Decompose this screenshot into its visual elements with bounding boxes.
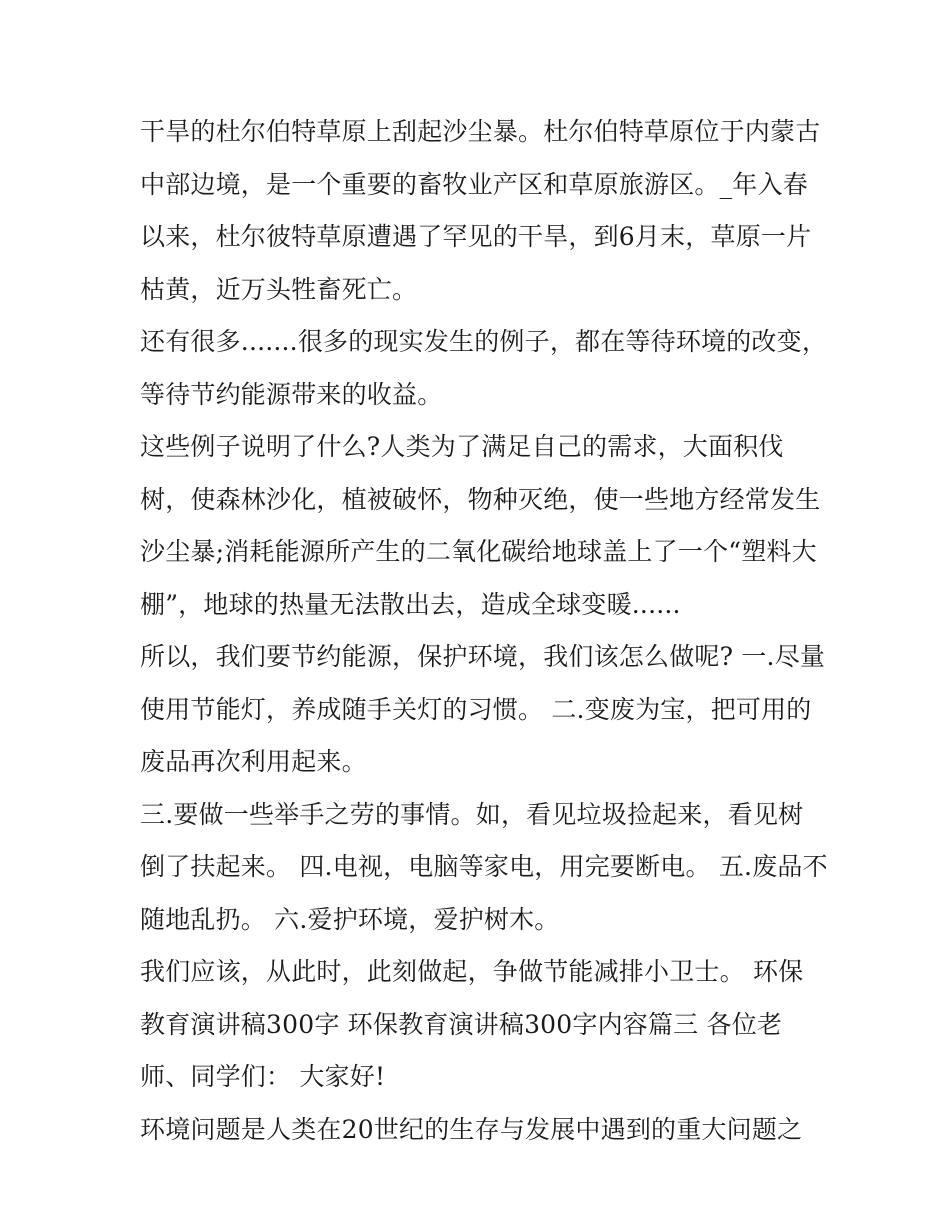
text-line: 枯黄，近万头牲畜死亡。	[140, 274, 418, 304]
text-line: 三.要做一些举手之劳的事情。如，看见垃圾捡起来，看见树	[140, 799, 804, 829]
text-line: 还有很多.......很多的现实发生的例子，都在等待环境的改变，	[140, 327, 828, 356]
text-line: 中部边境，是一个重要的畜牧业产区和草原旅游区。_年入春	[140, 169, 808, 199]
document-body	[140, 106, 828, 1156]
text-line: 这些例子说明了什么?人类为了满足自己的需求，大面积伐	[140, 432, 784, 461]
text-line: 教育演讲稿300字 环保教育演讲稿300字内容篇三 各位老	[140, 1009, 783, 1039]
text-line: 使用节能灯，养成随手关灯的习惯。 二.变废为宝，把可用的	[140, 694, 812, 724]
text-line: 棚”，地球的热量无法散出去，造成全球变暖......	[140, 589, 681, 619]
text-line: 等待节约能源带来的收益。	[140, 379, 443, 409]
text-line: 环境问题是人类在20世纪的生存与发展中遇到的重大问题之	[140, 1114, 803, 1144]
text-line: 倒了扶起来。 四.电视，电脑等家电，用完要断电。 五.废品不	[140, 852, 828, 881]
text-line: 师、同学们： 大家好!	[140, 1062, 386, 1091]
text-line: 废品再次利用起来。	[140, 747, 367, 776]
text-line: 我们应该，从此时，此刻做起，争做节能减排小卫士。 环保	[140, 957, 804, 986]
text-line: 所以，我们要节约能源，保护环境，我们该怎么做呢? 一.尽量	[140, 642, 826, 671]
text-line: 随地乱扔。 六.爱护环境，爱护树木。	[140, 904, 560, 934]
text-line: 沙尘暴;消耗能源所产生的二氧化碳给地球盖上了一个“塑料大	[140, 537, 817, 566]
text-line: 干旱的杜尔伯特草原上刮起沙尘暴。杜尔伯特草原位于内蒙古	[140, 117, 821, 146]
text-line: 以来，杜尔彼特草原遭遇了罕见的干旱，到6月末，草原一片	[140, 222, 812, 251]
text-line: 树，使森林沙化，植被破怀，物种灭绝，使一些地方经常发生	[140, 484, 821, 514]
